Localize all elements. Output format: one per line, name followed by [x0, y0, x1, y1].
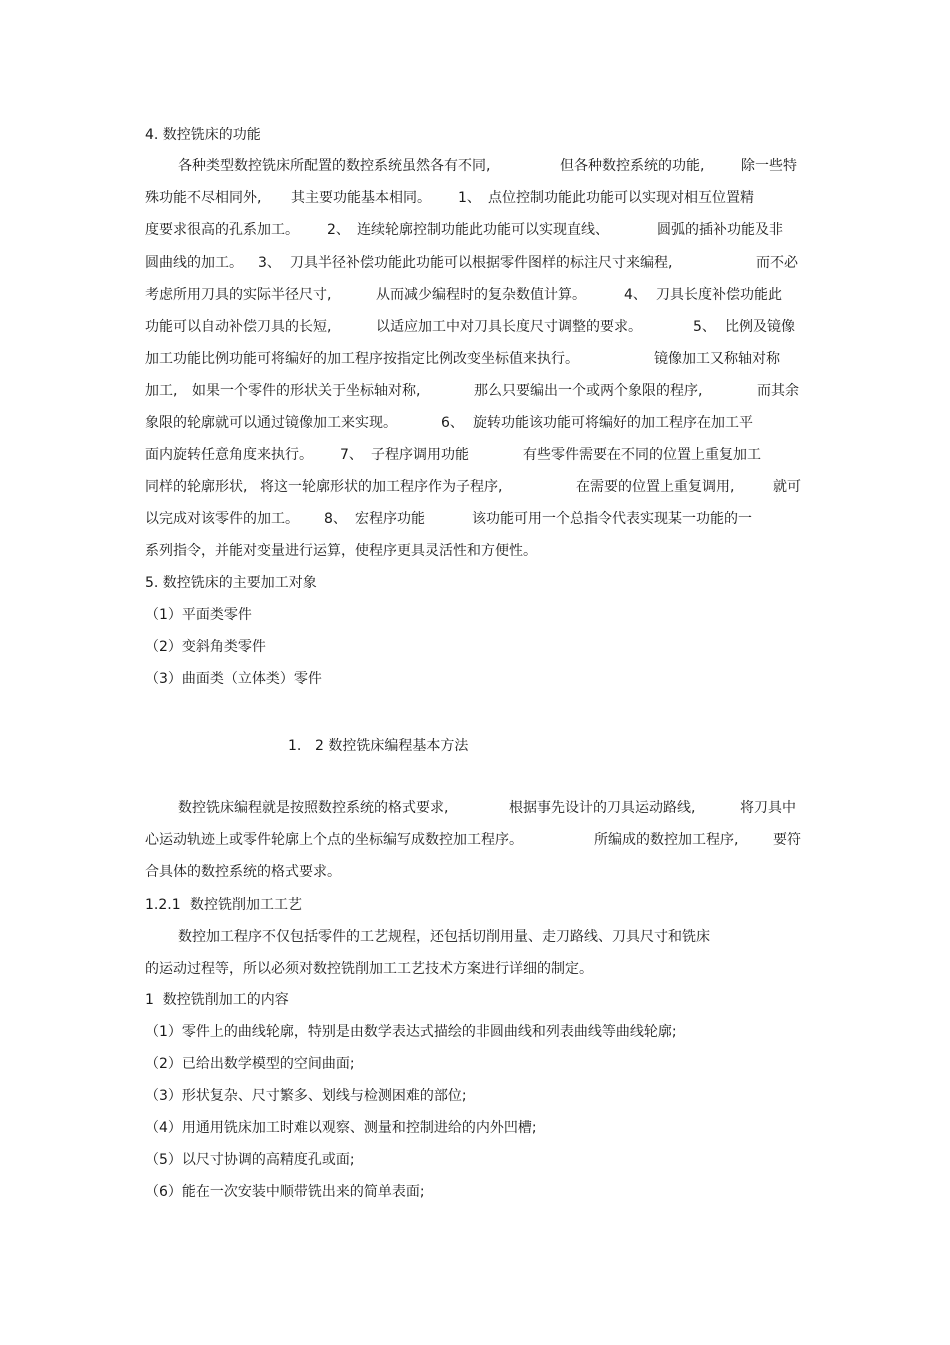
- text-run: 以适应加工中对刀具长度尺寸调整的要求。: [376, 319, 642, 335]
- paragraph-line: [0, 186, 950, 210]
- text-run: 刀具半径补偿功能此功能可以根据零件图样的标注尺寸来编程,: [290, 255, 673, 271]
- chapter-title: 2 数控铣床编程基本方法: [315, 738, 469, 754]
- text-run: 但各种数控系统的功能,: [560, 158, 705, 174]
- list-item: [0, 1180, 950, 1204]
- text-run: 子程序调用功能: [371, 447, 469, 463]
- list-item: [0, 1148, 950, 1172]
- paragraph-line: [0, 443, 950, 467]
- paragraph-line: [0, 379, 950, 403]
- text-run: 象限的轮廓就可以通过镜像加工来实现。: [145, 415, 397, 431]
- paragraph-line: [0, 507, 950, 531]
- text-run: 有些零件需要在不同的位置上重复加工: [523, 447, 761, 463]
- text-run: 将这一轮廓形状的加工程序作为子程序,: [260, 479, 503, 495]
- text-run: 5、: [693, 319, 716, 335]
- paragraph-line: [0, 475, 950, 499]
- subsection-title: 数控铣削加工工艺: [190, 897, 302, 913]
- text-run: 在需要的位置上重复调用,: [576, 479, 735, 495]
- paragraph-line: [0, 347, 950, 371]
- text-run: 那么只要编出一个或两个象限的程序,: [474, 383, 703, 399]
- text-run: 如果一个零件的形状关于坐标轴对称,: [192, 383, 421, 399]
- text-run: 2、: [327, 222, 350, 238]
- text-run: 而其余: [757, 383, 799, 399]
- chapter-number: 1.: [288, 738, 302, 754]
- paragraph-line: [0, 828, 950, 852]
- text-run: 数控铣床编程就是按照数控系统的格式要求,: [178, 800, 449, 816]
- text-run: 镜像加工又称轴对称: [654, 351, 780, 367]
- list-item: [0, 603, 950, 627]
- text-run: 4、: [624, 287, 647, 303]
- text-run: 除一些特: [741, 158, 797, 174]
- text-run: 就可: [773, 479, 801, 495]
- list-item: [0, 667, 950, 691]
- list-item-text: （2）变斜角类零件: [145, 639, 266, 655]
- paragraph-line: [0, 860, 950, 884]
- paragraph-line: [0, 154, 950, 178]
- text-run: 其主要功能基本相同。: [291, 190, 431, 206]
- paragraph-line: [0, 411, 950, 435]
- text-run: 殊功能不尽相同外,: [145, 190, 262, 206]
- text-run: 以完成对该零件的加工。: [145, 511, 299, 527]
- list-heading: [0, 988, 950, 1012]
- text-run: 8、: [324, 511, 347, 527]
- text-run: 心运动轨迹上或零件轮廓上个点的坐标编写成数控加工程序。: [145, 832, 523, 848]
- text-run: 旋转功能该功能可将编好的加工程序在加工平: [473, 415, 753, 431]
- text-run: 合具体的数控系统的格式要求。: [145, 864, 341, 880]
- text-run: 连续轮廓控制功能此功能可以实现直线、: [357, 222, 609, 238]
- paragraph-line: [0, 796, 950, 820]
- paragraph-line: [0, 315, 950, 339]
- text-run: 而不必: [756, 255, 798, 271]
- list-item-text: （2）已给出数学模型的空间曲面;: [145, 1056, 355, 1072]
- list-item-text: （3）曲面类（立体类）零件: [145, 671, 322, 687]
- paragraph-line: [0, 539, 950, 563]
- heading-text: 4. 数控铣床的功能: [145, 127, 261, 143]
- list-item: [0, 1084, 950, 1108]
- list-item-text: （1）平面类零件: [145, 607, 252, 623]
- paragraph-line: [0, 283, 950, 307]
- text-run: 比例及镜像: [725, 319, 795, 335]
- text-run: 面内旋转任意角度来执行。: [145, 447, 313, 463]
- text-run: 功能可以自动补偿刀具的长短,: [145, 319, 332, 335]
- text-run: 点位控制功能此功能可以实现对相互位置精: [488, 190, 754, 206]
- text-run: 6、: [441, 415, 464, 431]
- text-run: 考虑所用刀具的实际半径尺寸,: [145, 287, 332, 303]
- text-run: 刀具长度补偿功能此: [656, 287, 782, 303]
- list-item: [0, 1052, 950, 1076]
- text-run: 宏程序功能: [355, 511, 425, 527]
- heading-text: 1 数控铣削加工的内容: [145, 992, 289, 1008]
- text-run: 的运动过程等，所以必须对数控铣削加工工艺技术方案进行详细的制定。: [145, 961, 593, 977]
- text-run: 要符: [773, 832, 801, 848]
- list-item-text: （1）零件上的曲线轮廓，特别是由数学表达式描绘的非圆曲线和列表曲线等曲线轮廓;: [145, 1024, 677, 1040]
- list-item-text: （3）形状复杂、尺寸繁多、划线与检测困难的部位;: [145, 1088, 467, 1104]
- list-item: [0, 1116, 950, 1140]
- paragraph-line: [0, 957, 950, 981]
- text-run: 将刀具中: [740, 800, 796, 816]
- text-run: 从而减少编程时的复杂数值计算。: [376, 287, 586, 303]
- list-item: [0, 635, 950, 659]
- text-run: 加工,: [145, 383, 178, 399]
- paragraph-line: [0, 925, 950, 949]
- chapter-heading: [0, 734, 950, 758]
- text-run: 7、: [340, 447, 363, 463]
- text-run: 3、: [258, 255, 281, 271]
- text-run: 数控加工程序不仅包括零件的工艺规程，还包括切削用量、走刀路线、刀具尺寸和铣床: [178, 929, 710, 945]
- text-run: 加工功能比例功能可将编好的加工程序按指定比例改变坐标值来执行。: [145, 351, 579, 367]
- list-item-text: （5）以尺寸协调的高精度孔或面;: [145, 1152, 355, 1168]
- text-run: 根据事先设计的刀具运动路线,: [509, 800, 696, 816]
- text-run: 圆弧的插补功能及非: [657, 222, 783, 238]
- text-run: 该功能可用一个总指令代表实现某一功能的一: [472, 511, 752, 527]
- subsection-number: 1.2.1: [145, 897, 181, 913]
- text-run: 圆曲线的加工。: [145, 255, 243, 271]
- list-item-text: （4）用通用铣床加工时难以观察、测量和控制进给的内外凹槽;: [145, 1120, 537, 1136]
- text-run: 各种类型数控铣床所配置的数控系统虽然各有不同,: [178, 158, 491, 174]
- list-item-text: （6）能在一次安装中顺带铣出来的简单表面;: [145, 1184, 425, 1200]
- subsection-heading: [0, 893, 950, 917]
- text-run: 所编成的数控加工程序,: [594, 832, 739, 848]
- section-4-heading: [0, 123, 950, 147]
- paragraph-line: [0, 218, 950, 242]
- paragraph-line: [0, 251, 950, 275]
- text-run: 1、: [458, 190, 481, 206]
- text-run: 同样的轮廓形状,: [145, 479, 248, 495]
- section-5-heading: [0, 571, 950, 595]
- list-item: [0, 1020, 950, 1044]
- heading-text: 5. 数控铣床的主要加工对象: [145, 575, 317, 591]
- text-run: 系列指令，并能对变量进行运算，使程序更具灵活性和方便性。: [145, 543, 537, 559]
- text-run: 度要求很高的孔系加工。: [145, 222, 299, 238]
